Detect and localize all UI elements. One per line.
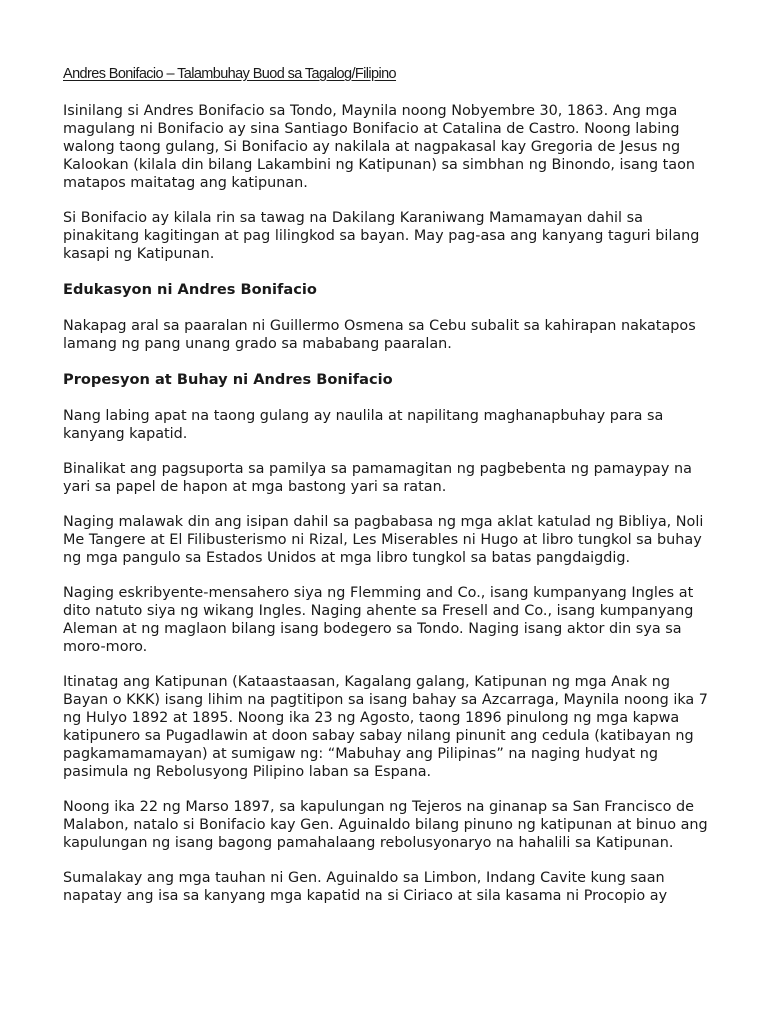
- propesyon-paragraph-2: Binalikat ang pagsuporta sa pamilya sa pamamagitan ng pagbebenta ng pamaypay na yari sa papel de hapon at mga bastong yari sa ratan.: [63, 461, 692, 495]
- intro-paragraph-1: Isinilang si Andres Bonifacio sa Tondo, Maynila noong Nobyembre 30, 1863. Ang mga magulang ni Bonifacio ay sina Santiago Bonifacio at Catalina de Castro. Noong labing walong taong gulang, Si Bonifacio ay nakilala at nagpakasal kay Gregoria de Jesus ng Kalookan (kilala din bilang Lakambini ng Katipunan) sa simbhan ng Binondo, isang taon matapos maitatag ang katipunan.: [63, 103, 696, 191]
- propesyon-paragraph-5: Itinatag ang Katipunan (Kataastaasan, Kagalang galang, Katipunan ng mga Anak ng Bayan o KKK) isang lihim na pagtitipon sa isang bahay sa Azcarraga, Maynila noong ika 7 ng Hulyo 1892 at 1895. Noong ika 23 ng Agosto, taong 1896 pinulong ng mga kapwa katipunero sa Pugadlawin at doon sabay sabay nilang pinunit ang cedula (katibayan ng pagkamamamayan) at sumigaw ng: “Mabuhay ang Pilipinas” na naging hudyat ng pasimula ng Rebolusyong Pilipino laban sa Espana.: [63, 674, 708, 780]
- section-heading-propesyon: Propesyon at Buhay ni Andres Bonifacio: [63, 371, 393, 388]
- intro-paragraph-2: Si Bonifacio ay kilala rin sa tawag na Dakilang Karaniwang Mamamayan dahil sa pinakitang kagitingan at pag lilingkod sa bayan. May pag-asa ang kanyang taguri bilang kasapi ng Katipunan.: [63, 210, 700, 262]
- propesyon-paragraph-7: Sumalakay ang mga tauhan ni Gen. Aguinaldo sa Limbon, Indang Cavite kung saan napatay ang isa sa kanyang mga kapatid na si Ciriaco at sila kasama ni Procopio ay: [63, 870, 668, 904]
- propesyon-paragraph-4: Naging eskribyente-mensahero siya ng Flemming and Co., isang kumpanyang Ingles at dito natuto siya ng wikang Ingles. Naging ahente sa Fresell and Co., isang kumpanyang Aleman at ng maglaon bilang isang bodegero sa Tondo. Naging isang aktor din sya sa moro-moro.: [63, 585, 694, 655]
- propesyon-paragraph-6: Noong ika 22 ng Marso 1897, sa kapulungan ng Tejeros na ginanap sa San Francisco de Malabon, natalo si Bonifacio kay Gen. Aguinaldo bilang pinuno ng katipunan at binuo ang kapulungan ng isang bagong pamahalaang rebolusyonaryo na hahalili sa Katipunan.: [63, 799, 708, 851]
- propesyon-paragraph-3: Naging malawak din ang isipan dahil sa pagbabasa ng mga aklat katulad ng Bibliya, Noli Me Tangere at El Filibusterismo ni Rizal, Les Miserables ni Hugo at libro tungkol sa buhay ng mga pangulo sa Estados Unidos at mga libro tungkol sa batas pangdaigdig.: [63, 514, 704, 566]
- section-heading-edukasyon: Edukasyon ni Andres Bonifacio: [63, 281, 317, 298]
- edukasyon-paragraph-1: Nakapag aral sa paaralan ni Guillermo Osmena sa Cebu subalit sa kahirapan nakatapos lamang ng pang unang grado sa mababang paaralan.: [63, 318, 696, 352]
- propesyon-paragraph-1: Nang labing apat na taong gulang ay naulila at napilitang maghanapbuhay para sa kanyang kapatid.: [63, 408, 664, 442]
- document-title: Andres Bonifacio – Talambuhay Buod sa Tagalog/Filipino: [63, 66, 397, 82]
- document-page: [63, 64, 713, 922]
